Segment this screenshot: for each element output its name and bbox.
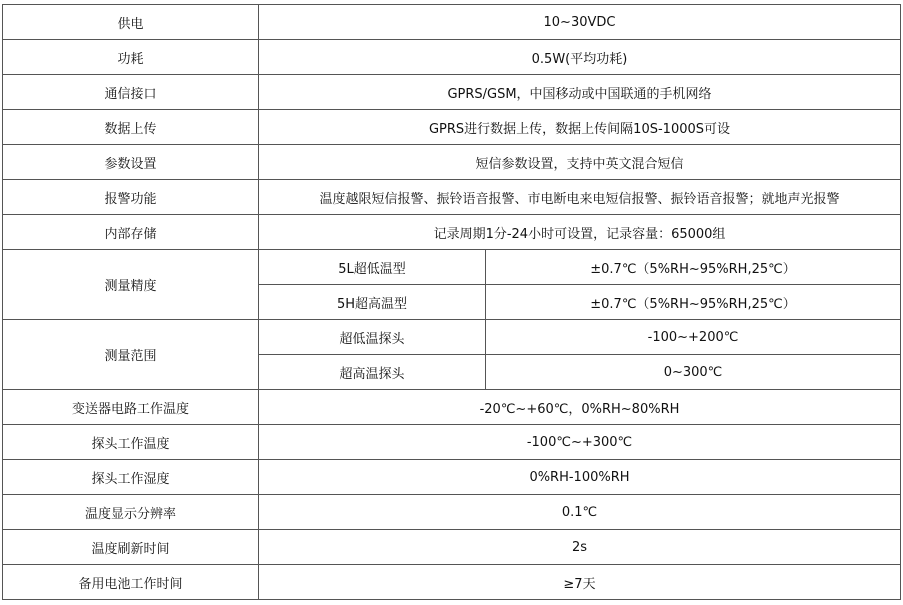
row-value: 10~30VDC bbox=[259, 5, 901, 40]
table-row bbox=[3, 5, 901, 40]
sensor-type: 5L超低温型 bbox=[259, 250, 486, 285]
row-label: 功耗 bbox=[3, 40, 259, 75]
accuracy-label: 测量精度 bbox=[3, 250, 259, 320]
row-label: 数据上传 bbox=[3, 110, 259, 145]
row-label: 温度刷新时间 bbox=[3, 530, 259, 565]
row-label: 变送器电路工作温度 bbox=[3, 390, 259, 425]
spec-table bbox=[2, 4, 901, 600]
row-value: 温度越限短信报警、振铃语音报警、市电断电来电短信报警、振铃语音报警；就地声光报警 bbox=[259, 180, 901, 215]
row-label: 通信接口 bbox=[3, 75, 259, 110]
table-row bbox=[3, 215, 901, 250]
probe-type: 超低温探头 bbox=[259, 320, 486, 355]
table-row bbox=[3, 145, 901, 180]
table-row bbox=[3, 40, 901, 75]
row-label: 温度显示分辨率 bbox=[3, 495, 259, 530]
row-value: 0%RH-100%RH bbox=[259, 460, 901, 495]
probe-type: 超高温探头 bbox=[259, 355, 486, 390]
row-value: -100~+200℃ bbox=[486, 320, 901, 355]
row-label: 参数设置 bbox=[3, 145, 259, 180]
row-value: 记录周期1分-24小时可设置，记录容量：65000组 bbox=[259, 215, 901, 250]
table-row bbox=[3, 110, 901, 145]
table-row bbox=[3, 495, 901, 530]
table-row bbox=[3, 250, 901, 285]
row-value: -20℃~+60℃，0%RH~80%RH bbox=[259, 390, 901, 425]
table-row bbox=[3, 530, 901, 565]
row-label: 报警功能 bbox=[3, 180, 259, 215]
row-value: GPRS进行数据上传，数据上传间隔10S-1000S可设 bbox=[259, 110, 901, 145]
row-value: 0.5W(平均功耗) bbox=[259, 40, 901, 75]
row-value: ≥7天 bbox=[259, 565, 901, 600]
table-row bbox=[3, 425, 901, 460]
row-value: 短信参数设置，支持中英文混合短信 bbox=[259, 145, 901, 180]
table-row bbox=[3, 320, 901, 355]
table-row bbox=[3, 390, 901, 425]
row-label: 备用电池工作时间 bbox=[3, 565, 259, 600]
row-value: ±0.7℃（5%RH~95%RH,25℃） bbox=[486, 250, 901, 285]
sensor-type: 5H超高温型 bbox=[259, 285, 486, 320]
row-label: 探头工作温度 bbox=[3, 425, 259, 460]
row-value: 0~300℃ bbox=[486, 355, 901, 390]
table-row bbox=[3, 460, 901, 495]
row-value: GPRS/GSM，中国移动或中国联通的手机网络 bbox=[259, 75, 901, 110]
range-label: 测量范围 bbox=[3, 320, 259, 390]
row-value: 0.1℃ bbox=[259, 495, 901, 530]
row-label: 探头工作湿度 bbox=[3, 460, 259, 495]
row-label: 供电 bbox=[3, 5, 259, 40]
row-value: ±0.7℃（5%RH~95%RH,25℃） bbox=[486, 285, 901, 320]
row-label: 内部存储 bbox=[3, 215, 259, 250]
table-row bbox=[3, 565, 901, 600]
table-row bbox=[3, 180, 901, 215]
row-value: -100℃~+300℃ bbox=[259, 425, 901, 460]
row-value: 2s bbox=[259, 530, 901, 565]
table-row bbox=[3, 75, 901, 110]
